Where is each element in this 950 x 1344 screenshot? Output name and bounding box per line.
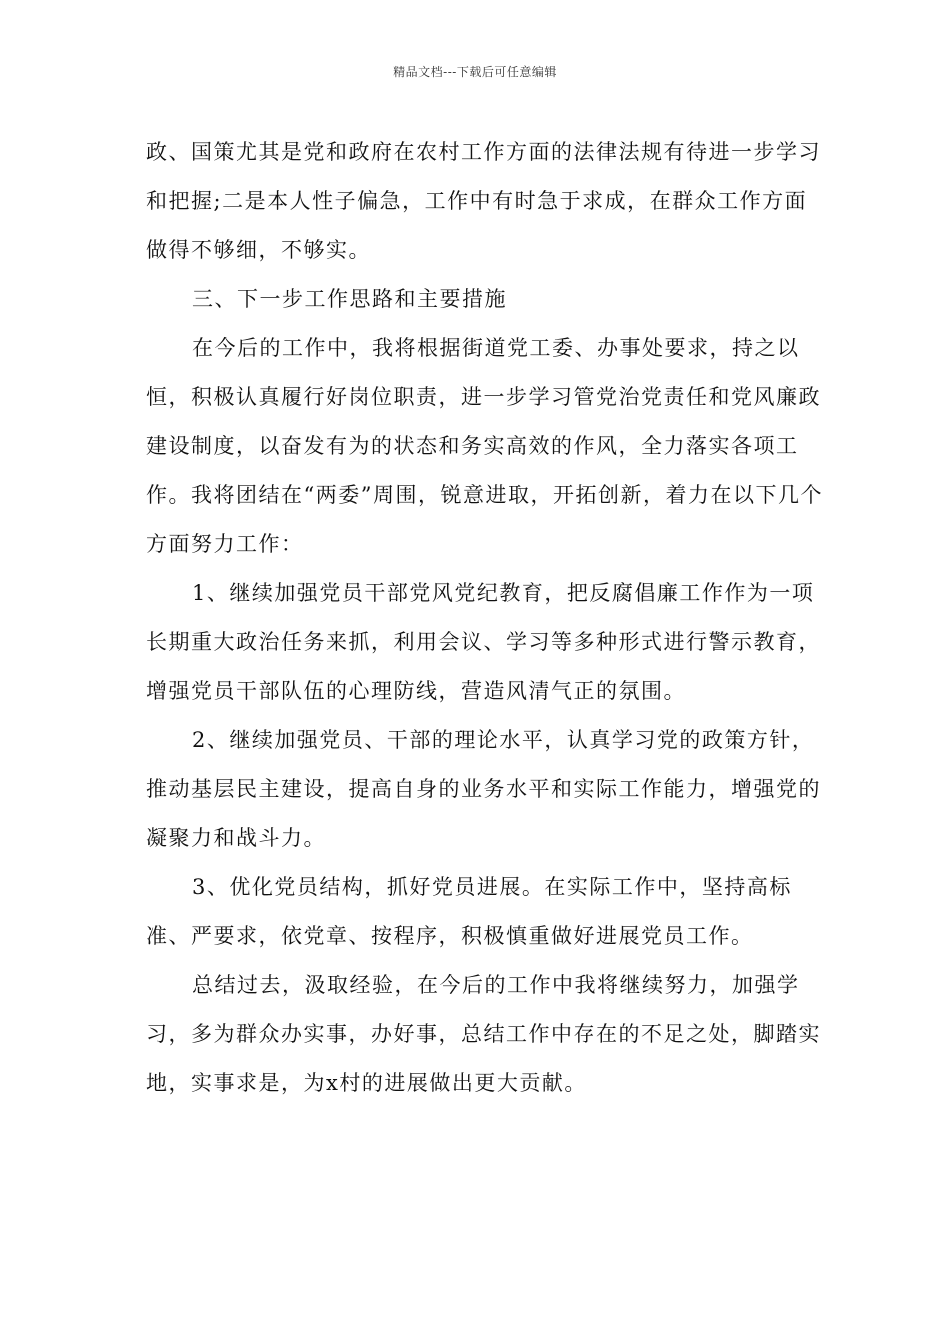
list-item-1: 1、继续加强党员干部党风党纪教育，把反腐倡廉工作作为一项长期重大政治任务来抓，利用会议、学习等多种形式进行警示教育，增强党员干部队伍的心理防线，营造风清气正的氛围。 — [146, 581, 821, 703]
document-body — [146, 128, 826, 1108]
paragraph-continuation: 政、国策尤其是党和政府在农村工作方面的法律法规有待进一步学习和把握;二是本人性子偏急，工作中有时急于求成，在群众工作方面做得不够细，不够实。 — [146, 140, 821, 262]
list-item-3: 3、优化党员结构，抓好党员进展。在实际工作中，坚持高标准、严要求，依党章、按程序，积极慎重做好进展党员工作。 — [146, 875, 792, 948]
paragraph-conclusion: 总结过去，汲取经验，在今后的工作中我将继续努力，加强学习，多为群众办实事，办好事，总结工作中存在的不足之处，脚踏实地，实事求是，为x村的进展做出更大贡献。 — [146, 973, 821, 1095]
paragraph-plan: 在今后的工作中，我将根据街道党工委、办事处要求，持之以恒，积极认真履行好岗位职责，进一步学习管党治党责任和党风廉政建设制度，以奋发有为的状态和务实高效的作风，全力落实各项工作。我将团结在“两委”周围，锐意进取，开拓创新，着力在以下几个方面努力工作： — [146, 336, 823, 556]
list-item-2: 2、继续加强党员、干部的理论水平，认真学习党的政策方针，推动基层民主建设，提高自身的业务水平和实际工作能力，增强党的凝聚力和战斗力。 — [146, 728, 821, 850]
page-header: 精品文档---下载后可任意编辑 — [393, 65, 557, 79]
section-heading: 三、下一步工作思路和主要措施 — [192, 287, 507, 311]
